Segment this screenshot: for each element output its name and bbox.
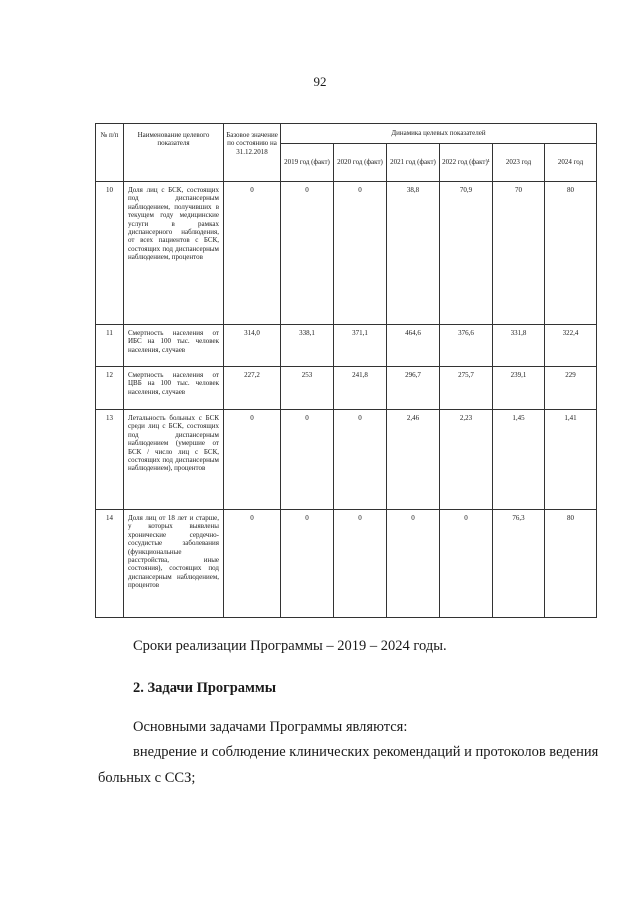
row-value: 371,1 [334,325,387,367]
table-row [96,510,597,618]
table-row [96,410,597,510]
row-value: 1,45 [493,410,545,510]
row-indicator-name: Смертность населения от ЦВБ на 100 тыс. человек населения, случаев [124,367,224,410]
row-base-value: 0 [224,510,281,618]
header-year: 2021 год (факт) [387,144,440,182]
row-number: 14 [96,510,124,618]
header-indicator-name: Наименование целевого показателя [124,124,224,182]
row-number: 13 [96,410,124,510]
row-value: 70,9 [440,182,493,325]
header-year: 2022 год (факт)¹ [440,144,493,182]
indicators-table [95,123,597,618]
header-year: 2020 год (факт) [334,144,387,182]
row-value: 241,8 [334,367,387,410]
row-value: 0 [281,510,334,618]
row-value: 0 [334,182,387,325]
row-value: 38,8 [387,182,440,325]
row-value: 1,41 [545,410,597,510]
header-base-value: Базовое значение по состоянию на 31.12.2018 [224,124,281,182]
task-item-line-continued: больных с ССЗ; [98,770,196,786]
row-value: 80 [545,182,597,325]
row-value: 0 [440,510,493,618]
row-number: 12 [96,367,124,410]
task-item-line: внедрение и соблюдение клинических рекомендаций и протоколов ведения [133,744,599,760]
row-value: 376,6 [440,325,493,367]
header-year: 2019 год (факт) [281,144,334,182]
row-value: 2,23 [440,410,493,510]
row-indicator-name: Доля лиц с БСК, состоящих под диспансерным наблюдением, получивших в текущем году медицинские услуги в рамках диспансерного наблюдения, от всех пациентов с БСК, состоящих под диспансерным наблюдением, процентов [124,182,224,325]
row-base-value: 227,2 [224,367,281,410]
row-value: 76,3 [493,510,545,618]
row-value: 322,4 [545,325,597,367]
program-terms: Сроки реализации Программы – 2019 – 2024 годы. [133,638,447,654]
row-indicator-name: Смертность населения от ИБС на 100 тыс. человек населения, случаев [124,325,224,367]
row-base-value: 0 [224,182,281,325]
page-number: 92 [313,74,327,89]
row-value: 70 [493,182,545,325]
table-row [96,325,597,367]
row-value: 464,6 [387,325,440,367]
header-dynamics: Динамика целевых показателей [281,124,597,144]
row-value: 229 [545,367,597,410]
row-value: 80 [545,510,597,618]
row-number: 11 [96,325,124,367]
row-value: 253 [281,367,334,410]
row-base-value: 0 [224,410,281,510]
row-value: 296,7 [387,367,440,410]
row-base-value: 314,0 [224,325,281,367]
row-indicator-name: Летальность больных с БСК среди лиц с БСК, состоящих под диспансерным наблюдением (умершие от БСК / число лиц с БСК, состоящих под диспансерным наблюдением), процентов [124,410,224,510]
table-row [96,182,597,325]
section-heading: 2. Задачи Программы [133,680,277,696]
header-year: 2024 год [545,144,597,182]
header-year: 2023 год [493,144,545,182]
row-number: 10 [96,182,124,325]
row-value: 0 [281,410,334,510]
row-value: 0 [334,410,387,510]
row-value: 338,1 [281,325,334,367]
row-value: 2,46 [387,410,440,510]
row-value: 275,7 [440,367,493,410]
row-value: 239,1 [493,367,545,410]
row-value: 0 [281,182,334,325]
header-number: № п/п [96,124,124,182]
row-value: 0 [387,510,440,618]
row-value: 331,8 [493,325,545,367]
row-value: 0 [334,510,387,618]
table-header-row [96,124,597,144]
tasks-intro: Основными задачами Программы являются: [133,719,408,735]
row-indicator-name: Доля лиц от 18 лет и старше, у которых выявлены хронические сердечно-сосудистые заболевания (функциональные расстройства, иные состояния), состоящих под диспансерным наблюдением, процентов [124,510,224,618]
table-row [96,367,597,410]
